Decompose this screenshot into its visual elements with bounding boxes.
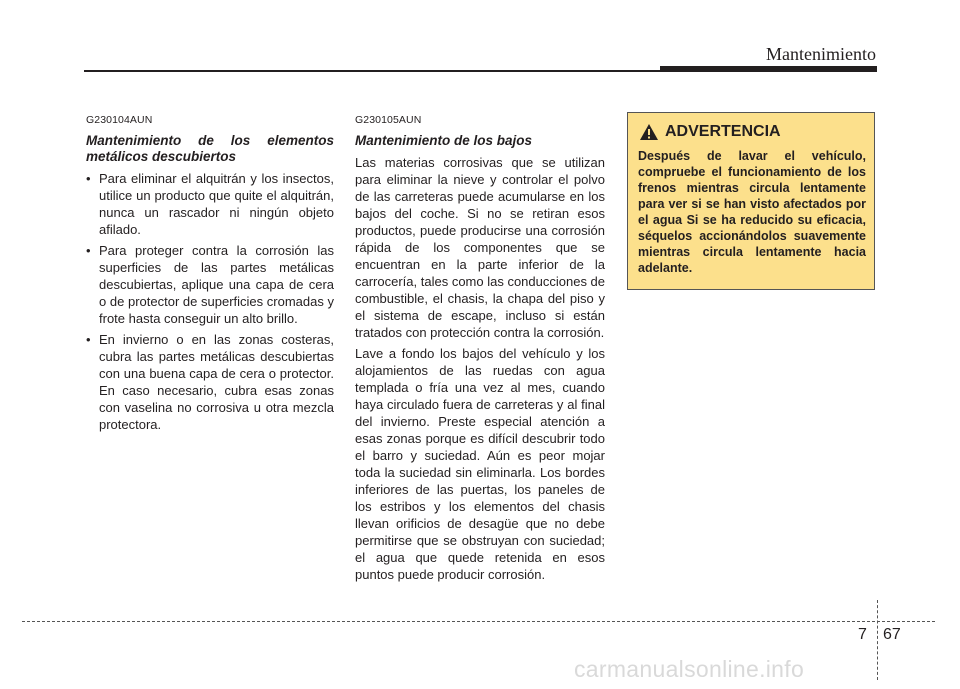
left-column — [86, 112, 334, 437]
header-rule-thick — [660, 66, 877, 72]
section-code: G230104AUN — [86, 114, 153, 126]
page-number: 67 — [883, 626, 901, 643]
paragraph: Lave a fondo los bajos del vehículo y los alojamientos de las ruedas con agua templada o fría una vez al mes, cuando haya circulado fuera de carreteras y al final del invierno. Preste especial atención a esas zonas porque es difícil descubrir todo el barro y suciedad. Aún es peor mojar toda la suciedad sin eliminarla. Los bordes inferiores de las puertas, los paneles de los estribos y los elementos del chasis llevan orificios de desagüe que no debe permitirse que se obstruyan con suciedad; el agua que quede retenida en esos puntos puede producir corrosión. — [355, 346, 605, 582]
warning-title: ADVERTENCIA — [665, 123, 781, 140]
warning-triangle-icon — [639, 123, 659, 141]
bullet-list — [86, 170, 334, 433]
section-title: Mantenimiento de los elementos metálicos descubiertos — [86, 133, 334, 164]
footer-divider — [877, 600, 878, 680]
warning-box — [627, 112, 875, 290]
header-rule — [84, 70, 660, 72]
section-title: Mantenimiento de los bajos — [355, 133, 533, 148]
bullet-item: • En invierno o en las zonas costeras, cubra las partes metálicas descubiertas con una buena capa de cera o protector. En caso necesario, cubra esas zonas con vaselina no corrosiva u otra mezcla protectora. — [86, 331, 334, 433]
paragraph: Las materias corrosivas que se utilizan para eliminar la nieve y controlar el polvo de las carreteras puede acumularse en los bajos del coche. Si no se retiran esos productos, puede producirse una corrosión rápida de los componentes que se encuentran en la parte inferior de la carrocería, tales como las conducciones de combustible, el chasis, la chapa del piso y el sistema de escape, incluso si están tratados con protección contra la corrosión. — [355, 155, 606, 340]
bullet-item: • Para proteger contra la corrosión las superficies de las partes metálicas descubiertas, aplique una capa de cera o de protector de superficies cromadas y frote hasta conseguir un alto brillo. — [86, 242, 334, 327]
footer-rule — [22, 621, 935, 622]
middle-column — [355, 112, 605, 587]
header-title: Mantenimiento — [766, 44, 876, 64]
warning-header — [639, 123, 781, 141]
warning-text: Después de lavar el vehículo, compruebe el funcionamiento de los frenos mientras circula lentamente para ver si se han visto afectados por el agua Si se ha reducido su eficacia, séquelos accionándolos suavemente mientras circula lentamente hacia adelante. — [638, 149, 866, 275]
section-code: G230105AUN — [355, 114, 422, 126]
chapter-number: 7 — [858, 626, 867, 643]
watermark: carmanualsonline.info — [574, 656, 805, 682]
bullet-item: • Para eliminar el alquitrán y los insectos, utilice un producto que quite el alquitrán, nunca un rascador ni ningún objeto afilado. — [86, 170, 334, 238]
